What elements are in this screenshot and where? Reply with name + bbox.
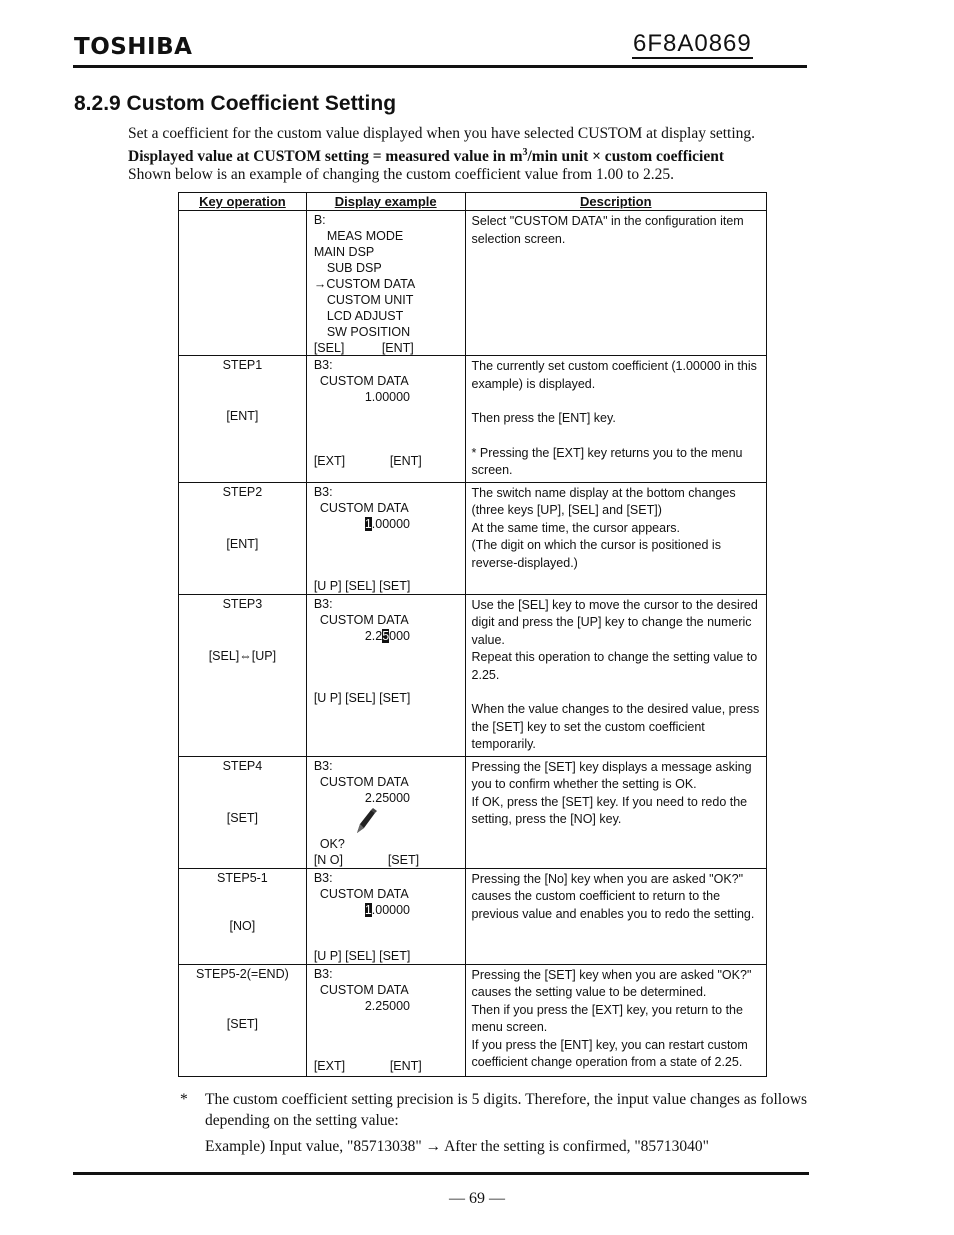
- lcd-line: LCD ADJUST: [326, 309, 404, 323]
- description-text: * Pressing the [EXT] key returns you to the menu screen.: [471, 445, 743, 477]
- intro-line-3: Shown below is an example of changing the custom coefficient value from 1.00 to 2.25.: [128, 166, 674, 184]
- key-cell: [179, 356, 307, 483]
- document-number: [632, 30, 753, 58]
- key-step: STEP1: [222, 358, 263, 372]
- brand-logo: TOSHIBA: [74, 34, 193, 60]
- key-step: STEP5-2(=END): [196, 966, 289, 981]
- lcd-softkeys: [U P] [SEL] [SET]: [313, 578, 411, 593]
- formula-sup: 3: [522, 146, 528, 158]
- lcd-cursor: 5: [382, 628, 390, 643]
- note-marker: *: [180, 1091, 188, 1108]
- description-cell: [465, 211, 766, 356]
- description-text: Pressing the [No] key when you are asked "OK?" causes the custom coefficient to return to the previous value and enables you to redo the setting.: [471, 871, 755, 921]
- lcd-line: B:: [313, 213, 326, 227]
- lcd-value-post: 000: [389, 628, 411, 643]
- lcd-value-rest: .00000: [371, 902, 410, 917]
- description-cell: [465, 594, 766, 756]
- display-cell: [306, 356, 465, 483]
- lcd-value: 2.25000: [364, 790, 410, 805]
- lcd-cursor: 1: [364, 516, 372, 531]
- lcd-softkey: [ENT]: [389, 454, 422, 468]
- lcd-line: B3:: [313, 596, 333, 611]
- lcd-value: [365, 903, 410, 917]
- lcd-line: CUSTOM DATA: [319, 774, 409, 789]
- description-text: When the value changes to the desired value, press the [SET] key to set the custom coefficient temporarily.: [471, 702, 760, 751]
- lcd-cursor: 1: [364, 902, 372, 917]
- lcd-softkey: [EXT]: [313, 1058, 346, 1073]
- key-step: STEP4: [222, 758, 263, 773]
- lcd-softkey: [SEL]: [313, 341, 345, 355]
- description-cell: [465, 482, 766, 594]
- header-key-operation: Key operation: [179, 193, 307, 211]
- note-text: The custom coefficient setting precision is 5 digits. Therefore, the input value changes as follows depending on the setting value:: [205, 1091, 808, 1129]
- lcd-line: MAIN DSP: [313, 245, 375, 259]
- lcd-value: 2.25000: [364, 998, 410, 1013]
- table-row: [179, 356, 767, 483]
- table-row: [179, 964, 767, 1076]
- key-step: STEP2: [222, 484, 263, 499]
- lcd-line: CUSTOM DATA: [319, 374, 409, 388]
- description-cell: [465, 356, 766, 483]
- description-text: The switch name display at the bottom changes (three keys [UP], [SEL] and [SET]): [471, 485, 736, 517]
- lcd-line: SW POSITION: [326, 325, 411, 339]
- table-row: [179, 482, 767, 594]
- document-number-text: 6F8A0869: [633, 30, 752, 57]
- description-text: Then if you press the [EXT] key, you return to the menu screen.: [471, 1002, 743, 1034]
- description-text: (The digit on which the cursor is positioned is reverse-displayed.): [471, 538, 721, 570]
- key-cell: [179, 211, 307, 356]
- key-press: [SEL]⇔[UP]: [208, 648, 277, 663]
- section-title: 8.2.9 Custom Coefficient Setting: [74, 92, 397, 115]
- lcd-softkey: [N O]: [313, 852, 343, 867]
- lcd-value: 1.00000: [364, 390, 410, 404]
- lcd-softkeys: [U P] [SEL] [SET]: [313, 690, 411, 705]
- intro-line-1: Set a coefficient for the custom value displayed when you have selected CUSTOM at display setting.: [128, 125, 756, 142]
- footer-rule: [73, 1172, 809, 1175]
- lcd-line: MEAS MODE: [326, 229, 404, 243]
- table-row: [179, 594, 767, 756]
- key-press: [SET]: [226, 810, 259, 825]
- description-text: If you press the [ENT] key, you can restart custom coefficient change operation from a state of 2.25.: [471, 1037, 748, 1069]
- key-step: STEP3: [222, 596, 263, 611]
- lcd-line: CUSTOM UNIT: [326, 293, 414, 307]
- display-cell: [306, 482, 465, 594]
- key-cell: [179, 756, 307, 868]
- description-text: Use the [SEL] key to move the cursor to the desired digit and press the [UP] key to change the numeric value.: [471, 597, 758, 647]
- page-number: — 69 —: [449, 1190, 505, 1207]
- pencil-icon: [355, 807, 377, 835]
- intro-text: [128, 125, 818, 185]
- display-cell: [306, 964, 465, 1076]
- description-text: The currently set custom coefficient (1.00000 in this example) is displayed.: [471, 359, 757, 391]
- operation-table: [178, 192, 767, 1077]
- header-description: Description: [465, 193, 766, 211]
- lcd-line: CUSTOM DATA: [319, 612, 409, 627]
- lcd-line: B3:: [313, 758, 333, 773]
- lcd-line: B3:: [313, 484, 333, 499]
- key-press: [SET]: [226, 1016, 259, 1031]
- lcd-softkey: [ENT]: [389, 1058, 422, 1073]
- description-text: Then press the [ENT] key.: [471, 411, 616, 425]
- formula-pre: Displayed value at CUSTOM setting = measured value in m: [128, 147, 523, 165]
- key-press: [ENT]: [226, 536, 259, 551]
- description-text: If OK, press the [SET] key. If you need to redo the setting, press the [NO] key.: [471, 794, 748, 826]
- lcd-softkey: [EXT]: [313, 454, 346, 468]
- lcd-line: SUB DSP: [326, 261, 382, 275]
- key-step: STEP5-1: [217, 870, 268, 885]
- key-cell: [179, 594, 307, 756]
- table-header-row: [179, 193, 767, 211]
- intro-formula: [128, 144, 818, 167]
- lcd-value-pre: 2.2: [364, 628, 383, 643]
- description-text: At the same time, the cursor appears.: [471, 520, 680, 535]
- display-cell: [306, 868, 465, 964]
- display-cell: [306, 594, 465, 756]
- key-cell: [179, 964, 307, 1076]
- lcd-line: B3:: [313, 966, 333, 981]
- table-row: [179, 756, 767, 868]
- lcd-softkeys: [U P] [SEL] [SET]: [313, 948, 411, 963]
- description-cell: [465, 756, 766, 868]
- lcd-softkey: [SET]: [387, 852, 420, 867]
- formula-post: /min unit × custom coefficient: [527, 147, 725, 165]
- header-rule: [73, 65, 807, 68]
- key-cell: [179, 482, 307, 594]
- description-text: Select "CUSTOM DATA" in the configuration item selection screen.: [471, 214, 744, 246]
- lcd-line: →CUSTOM DATA: [313, 277, 416, 291]
- description-cell: [465, 964, 766, 1076]
- lcd-value: [365, 517, 410, 531]
- description-text: Pressing the [SET] key displays a message asking you to confirm whether the setting is OK.: [471, 759, 752, 791]
- lcd-line: CUSTOM DATA: [319, 500, 409, 515]
- lcd-line: OK?: [319, 836, 345, 851]
- lcd-line: CUSTOM DATA: [319, 886, 409, 901]
- header-display-example: Display example: [306, 193, 465, 211]
- description-cell: [465, 868, 766, 964]
- lcd-line: B3:: [313, 870, 333, 885]
- lcd-value: [365, 629, 410, 643]
- key-press: [NO]: [229, 918, 256, 933]
- display-cell: [306, 756, 465, 868]
- description-text: Pressing the [SET] key when you are asked "OK?" causes the setting value to be determined.: [471, 967, 752, 999]
- lcd-softkey: [ENT]: [381, 341, 414, 355]
- note-example: Example) Input value, "85713038" → After the setting is confirmed, "85713040": [205, 1138, 709, 1155]
- table-row: [179, 211, 767, 356]
- key-press: [ENT]: [226, 409, 259, 423]
- description-text: Repeat this operation to change the setting value to 2.25.: [471, 650, 758, 682]
- table-row: [179, 868, 767, 964]
- lcd-line: B3:: [313, 358, 333, 372]
- lcd-line: CUSTOM DATA: [319, 982, 409, 997]
- lcd-value-rest: .00000: [371, 516, 410, 531]
- key-cell: [179, 868, 307, 964]
- display-cell: [306, 211, 465, 356]
